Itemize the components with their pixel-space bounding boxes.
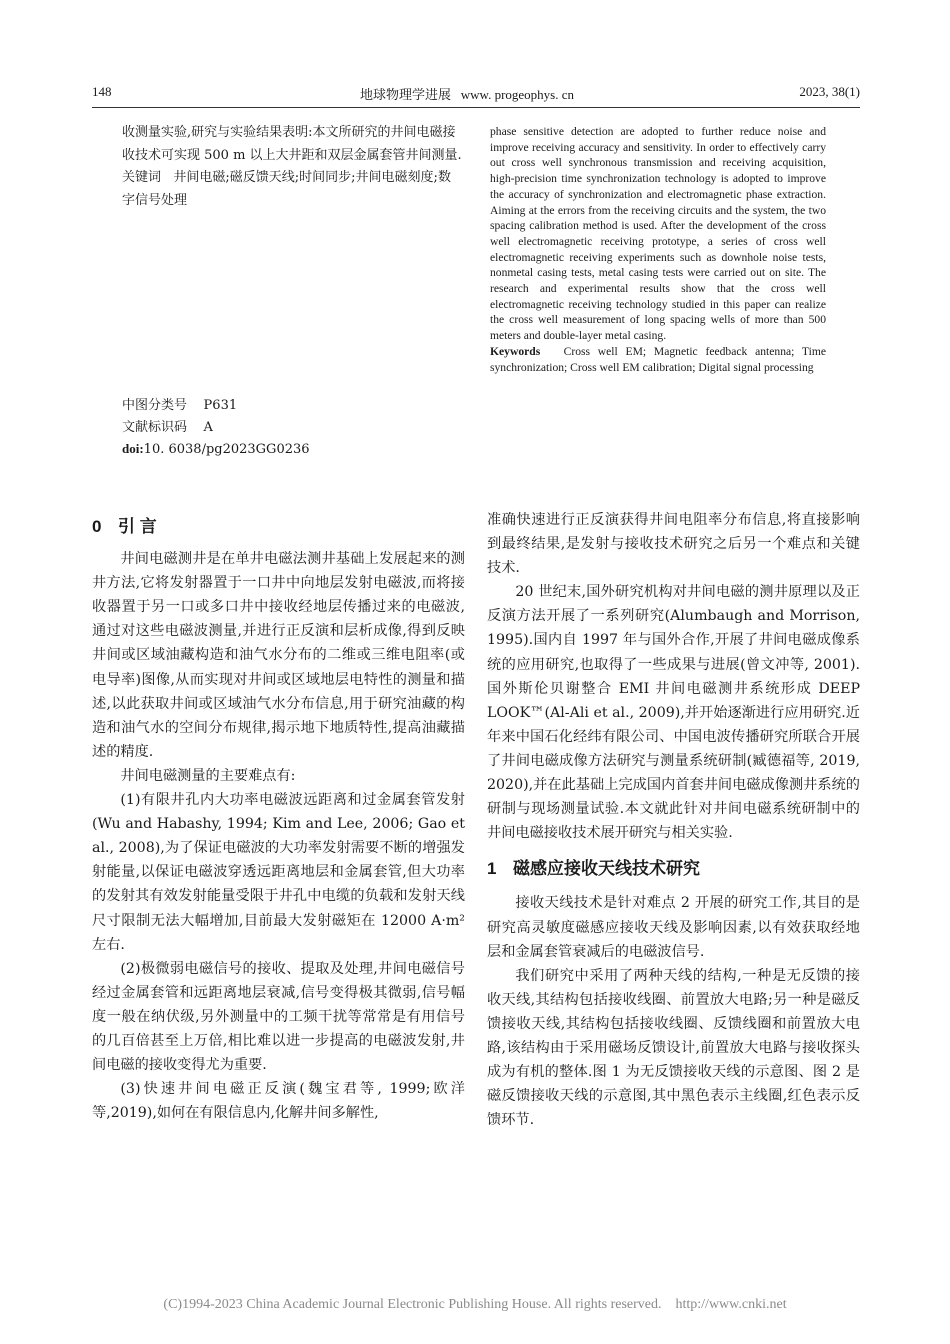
keywords-en	[490, 344, 826, 375]
page-number: 148	[92, 84, 112, 99]
intro-paragraph-6: 20 世纪末,国外研究机构对井间电磁的测井原理以及正反演方法开展了一系列研究(Alumbaugh and Morrison, 1995).国内自 1997 年与国外合作,开展了井间电磁成像系统的应用研究,也取得了一些成果与进展(曾文冲等, 2001).国外斯伦贝谢整合 EMI 井间电磁测井系统形成 DEEP LOOK™(Al-Ali et al., 2009),并开始逐渐进行应用研究.近年来中国石化经纬有限公司、中国电波传播研究所联合开展了井间电磁成像方法研究与测量系统研制(臧德福等, 2019, 2020),并在此基础上完成国内首套井间电磁成像测井系统的研制与现场测量试验.本文就此针对井间电磁系统研制中的井间电磁接收技术展开研究与相关实验.	[487, 584, 860, 842]
doi-label: doi:	[122, 441, 144, 456]
journal-name	[360, 84, 574, 103]
intro-paragraph-4: (2)极微弱电磁信号的接收、提取及处理,井间电磁信号经过金属套管和远距离地层衰减,信号变得极其微弱,信号幅度一般在纳伏级,另外测量中的工频干扰等常常是有用信号的几百倍甚至上万倍,相比难以进一步提高的电磁波发射,井间电磁的接收变得尤为重要.	[92, 960, 465, 1074]
keywords-cn-label: 关键词	[122, 170, 162, 185]
clc-value: P631	[203, 398, 238, 413]
section-1-title: 磁感应接收天线技术研究	[513, 859, 700, 879]
intro-paragraph-5: (3)快速井间电磁正反演(魏宝君等, 1999;欧洋等,2019),如何在有限信息内,化解井间多解性,	[92, 1081, 465, 1122]
copyright-text: (C)1994-2023 China Academic Journal Electronic Publishing House. All rights reserved.	[163, 1297, 662, 1312]
header-rule	[92, 107, 860, 108]
doi-row	[122, 438, 462, 461]
section-1-heading	[487, 857, 860, 881]
keywords-en-label: Keywords	[490, 344, 541, 358]
intro-paragraph-3: (1)有限井孔内大功率电磁波远距离和过金属套管发射(Wu and Habashy, 1994; Kim and Lee, 2006; Gao et al., 2008),为了保证电磁波的大功率发射需要不断的增强发射能量,以保证电磁波穿透远距离地层和金属套管,但大功率的发射其有效发射能量受限于井孔中电缆的负载和发射天线尺寸限制无法大幅增加,目前最大发射磁矩在 12000 A·m² 左右.	[92, 792, 465, 953]
section-0-title: 引 言	[118, 517, 157, 536]
keywords-en-text: Cross well EM; Magnetic feedback antenna; Time synchronization; Cross well EM calibration; Digital signal processing	[490, 344, 826, 374]
cnki-link[interactable]: http://www.cnki.net	[675, 1297, 787, 1312]
intro-paragraph-1: 井间电磁测井是在单井电磁法测井基础上发展起来的测井方法,它将发射器置于一口井中向地层发射电磁波,而将接收器置于另一口或多口井中接收经地层传播过来的电磁波,通过对这些电磁波测量,并进行正反演和层析成像,得到反映井间或区域油藏构造和油气水分布的二维或三维电阻率(或电导率)图像,从而实现对井间或区域地层电特性的测量和描述,以此获取井间或区域油气水分布信息,用于研究油藏的构造和油气水的空间分布规律,揭示地下地质特性,提高油藏描述的精度.	[92, 551, 465, 760]
journal-issue: 2023, 38(1)	[799, 84, 860, 99]
copyright-footer	[0, 1297, 950, 1313]
abstract-en	[490, 124, 826, 375]
keywords-cn-text: 井间电磁;磁反馈天线;时间同步;井间电磁刻度;数字信号处理	[122, 170, 451, 208]
section-0-heading	[92, 515, 465, 539]
doc-code-label: 文献标识码	[122, 419, 188, 435]
abstract-cn-text: 收测量实验,研究与实验结果表明:本文所研究的井间电磁接收技术可实现 500 m 以上大井距和双层金属套管井间测量.	[122, 125, 462, 163]
section-0-number: 0	[92, 517, 102, 536]
journal-website: www. progeophys. cn	[460, 87, 575, 102]
section-1-paragraph-2: 我们研究中采用了两种天线的结构,一种是无反馈的接收天线,其结构包括接收线圈、前置放大电路;另一种是磁反馈接收天线,其结构包括接收线圈、反馈线圈和前置放大电路,该结构由于采用磁场反馈设计,前置放大电路与接收探头成为有机的整体.图 1 为无反馈接收天线的示意图、图 2 是磁反馈接收天线的示意图,其中黑色表示主线圈,红色表示反馈环节.	[487, 967, 860, 1129]
journal-title: 地球物理学进展	[360, 87, 452, 102]
body-left-column	[92, 515, 465, 1125]
intro-paragraph-2: 井间电磁测量的主要难点有:	[120, 767, 296, 784]
abstract-cn	[122, 122, 462, 212]
section-1-number: 1	[487, 859, 497, 879]
clc-label: 中图分类号	[122, 398, 188, 413]
abstract-en-text: phase sensitive detection are adopted to further reduce noise and improve receiving accuracy and sensitivity. In order to effectively carry out cross well synchronous transmission and receiving acquisition, high-precision time synchronization technology is adopted to improve the accuracy of synchronization and electromagnetic phase extraction. Aiming at the errors from the receiving circuits and the system, the two spacing calibration method is used. After the development of the cross well electromagnetic receiving prototype, a series of cross well electromagnetic receiving experiments such as downhole noise tests, nonmetal casing tests, metal casing tests were carried out on site. The research and experimental results show that the cross well electromagnetic receiving technology studied in this paper can realize the cross well measurement of long spacing wells of more than 500 meters and double-layer metal casing.	[490, 125, 826, 343]
doi-value: 10. 6038/pg2023GG0236	[143, 442, 310, 457]
clc-row	[122, 395, 462, 417]
body-right-column	[487, 508, 860, 1132]
section-1-paragraph-1: 接收天线技术是针对难点 2 开展的研究工作,其目的是研究高灵敏度磁感应接收天线及影响因素,以有效获取经地层和金属套管衰减后的电磁波信号.	[487, 895, 860, 960]
doc-code-row	[122, 417, 462, 439]
intro-paragraph-5-continued: 准确快速进行正反演获得井间电阻率分布信息,将直接影响到最终结果,是发射与接收技术研究之后另一个难点和关键技术.	[487, 512, 860, 577]
article-meta	[122, 395, 462, 461]
doc-code-value: A	[203, 419, 213, 435]
keywords-cn	[122, 167, 462, 212]
